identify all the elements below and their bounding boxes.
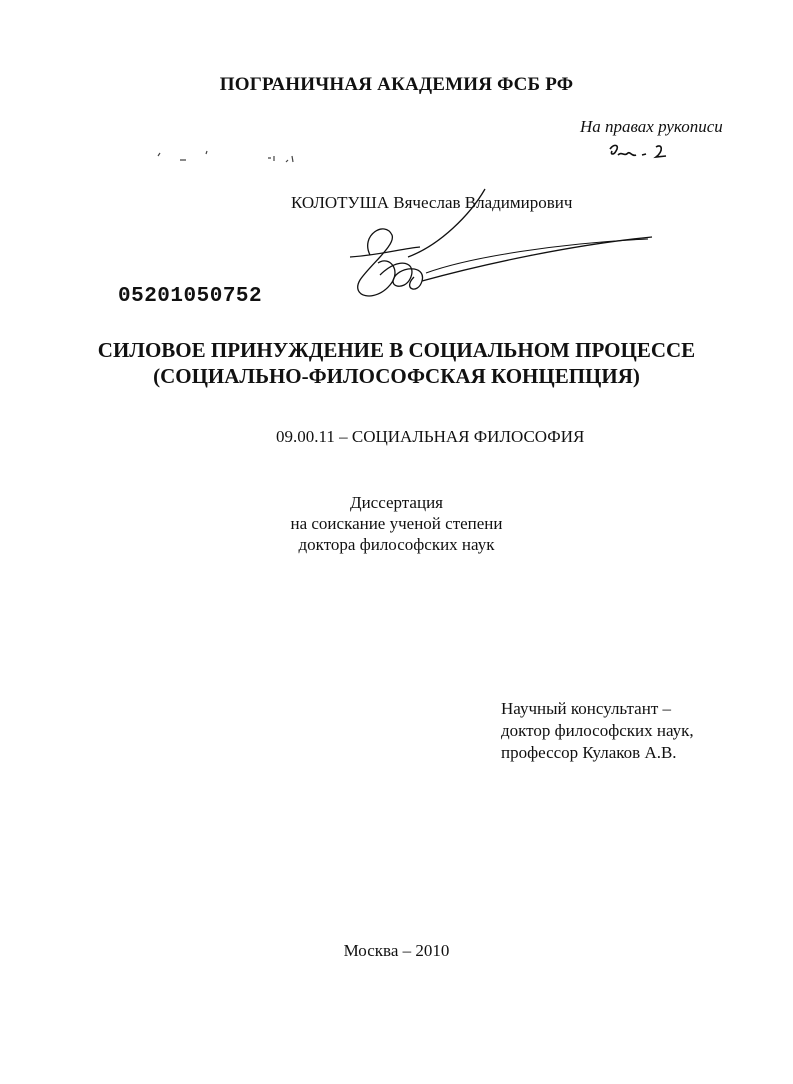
dissertation-line-3: доктора философских наук <box>298 535 495 554</box>
dissertation-line-1: Диссертация <box>349 493 443 512</box>
dissertation-title <box>0 337 793 389</box>
rights-notice: На правах рукописи <box>580 117 723 136</box>
handwritten-mark <box>606 141 670 165</box>
scan-specks <box>150 148 310 168</box>
title-line-2: (СОЦИАЛЬНО-ФИЛОСОФСКАЯ КОНЦЕПЦИЯ) <box>153 364 640 388</box>
library-code: 05201050752 <box>118 285 263 308</box>
consultant-line-3: профессор Кулаков А.В. <box>501 743 677 762</box>
dissertation-line-2: на соискание ученой степени <box>290 514 503 533</box>
consultant-line-2: доктор философских наук, <box>501 721 694 740</box>
title-line-1: СИЛОВОЕ ПРИНУЖДЕНИЕ В СОЦИАЛЬНОМ ПРОЦЕССЕ <box>97 338 696 362</box>
scientific-consultant <box>501 698 694 764</box>
consultant-line-1: Научный консультант – <box>501 699 671 718</box>
city-year: Москва – 2010 <box>343 941 450 960</box>
author-name: КОЛОТУША Вячеслав Владимирович <box>291 193 573 212</box>
dissertation-description <box>0 492 793 555</box>
author-signature <box>330 185 660 305</box>
specialty-code: 09.00.11 – СОЦИАЛЬНАЯ ФИЛОСОФИЯ <box>276 427 585 446</box>
institution-heading: ПОГРАНИЧНАЯ АКАДЕМИЯ ФСБ РФ <box>219 74 574 95</box>
